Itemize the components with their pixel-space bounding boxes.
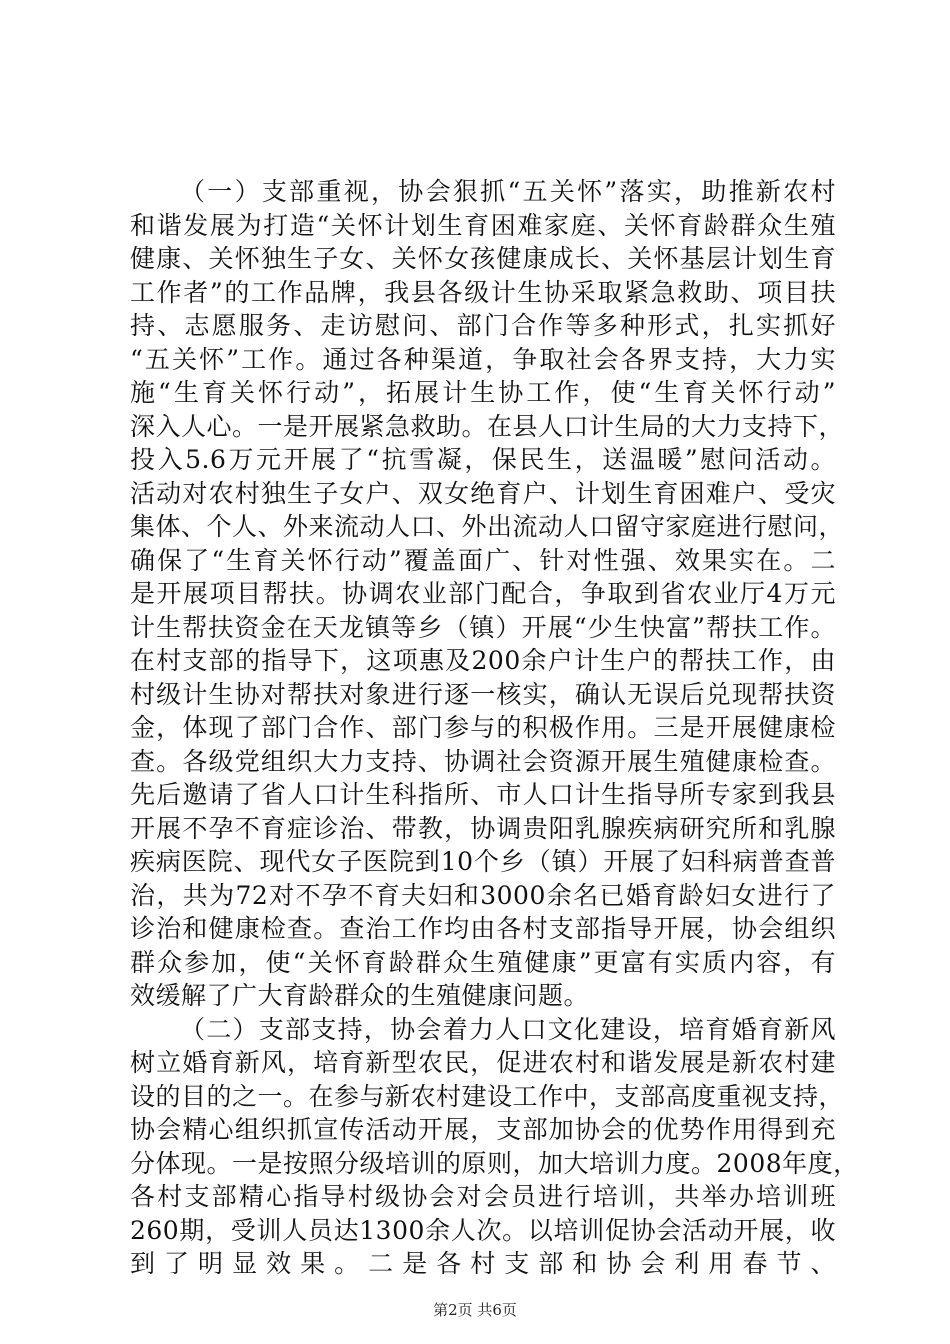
text-line: 村级计生协对帮扶对象进行逐一核实，确认无误后兑现帮扶资 bbox=[130, 679, 836, 709]
text-line: 计生帮扶资金在天龙镇等乡（镇）开展“少生快富”帮扶工作。 bbox=[130, 612, 836, 642]
text-line: “五关怀”工作。通过各种渠道，争取社会各界支持，大力实 bbox=[130, 344, 836, 374]
text-line: 是开展项目帮扶。协调农业部门配合，争取到省农业厅4万元 bbox=[130, 579, 836, 608]
text-line: 治，共为72对不孕不育夫妇和3000余名已婚育龄妇女进行了 bbox=[130, 880, 836, 910]
text-line: 开展不孕不育症诊治、带教，协调贵阳乳腺疾病研究所和乳腺 bbox=[130, 813, 836, 843]
text-line: 工作者”的工作品牌，我县各级计生协采取紧急救助、项目扶 bbox=[130, 277, 836, 307]
text-line: 260期，受训人员达1300余人次。以培训促协会活动开展，收 bbox=[130, 1215, 836, 1245]
text-line: 群众参加，使“关怀育龄群众生殖健康”更富有实质内容，有 bbox=[130, 947, 836, 977]
text-line: 在村支部的指导下，这项惠及200余户计生户的帮扶工作，由 bbox=[130, 646, 836, 675]
text-line: 和谐发展为打造“关怀计划生育困难家庭、关怀育龄群众生殖 bbox=[130, 210, 836, 240]
text-line: 投入5.6万元开展了“抗雪凝，保民生，送温暖”慰问活动。 bbox=[130, 445, 836, 474]
text-line: 金，体现了部门合作、部门参与的积极作用。三是开展健康检 bbox=[130, 713, 836, 742]
text-line: 到了明显效果。二是各村支部和协会利用春节、 bbox=[130, 1249, 836, 1278]
page-footer: 第2页 共6页 bbox=[433, 1301, 517, 1319]
body-text bbox=[130, 175, 859, 1281]
text-line: 效缓解了广大育龄群众的生殖健康问题。 bbox=[130, 981, 590, 1010]
text-line: 各村支部精心指导村级协会对会员进行培训，共举办培训班 bbox=[130, 1182, 836, 1211]
text-line: 疾病医院、现代女子医院到10个乡（镇）开展了妇科病普查普 bbox=[130, 847, 836, 876]
text-line: 活动对农村独生子女户、双女绝育户、计划生育困难户、受灾 bbox=[130, 478, 836, 508]
text-line: 持、志愿服务、走访慰问、部门合作等多种形式，扎实抓好 bbox=[130, 311, 836, 340]
text-line: 协会精心组织抓宣传活动开展，支部加协会的优势作用得到充 bbox=[130, 1115, 836, 1144]
text-line: 诊治和健康检查。查治工作均由各村支部指导开展，协会组织 bbox=[130, 914, 836, 943]
text-line: 分体现。一是按照分级培训的原则，加大培训力度。2008年度， bbox=[130, 1148, 859, 1178]
text-line: 集体、个人、外来流动人口、外出流动人口留守家庭进行慰问， bbox=[130, 512, 845, 541]
text-line: 深入人心。一是开展紧急救助。在县人口计生局的大力支持下， bbox=[130, 411, 845, 441]
text-line: 施“生育关怀行动”，拓展计生协工作，使“生育关怀行动” bbox=[130, 378, 836, 407]
text-line: （一）支部重视，协会狠抓“五关怀”落实，助推新农村 bbox=[180, 177, 836, 206]
text-line: 查。各级党组织大力支持、协调社会资源开展生殖健康检查。 bbox=[130, 746, 836, 776]
text-line: （二）支部支持，协会着力人口文化建设，培育婚育新风 bbox=[180, 1014, 836, 1044]
text-line: 设的目的之一。在参与新农村建设工作中，支部高度重视支持， bbox=[130, 1081, 845, 1111]
text-line: 确保了“生育关怀行动”覆盖面广、针对性强、效果实在。二 bbox=[130, 545, 836, 575]
text-line: 先后邀请了省人口计生科指所、市人口计生指导所专家到我县 bbox=[130, 780, 836, 809]
text-line: 健康、关怀独生子女、关怀女孩健康成长、关怀基层计划生育 bbox=[130, 244, 836, 273]
text-line: 树立婚育新风，培育新型农民，促进农村和谐发展是新农村建 bbox=[130, 1048, 836, 1077]
